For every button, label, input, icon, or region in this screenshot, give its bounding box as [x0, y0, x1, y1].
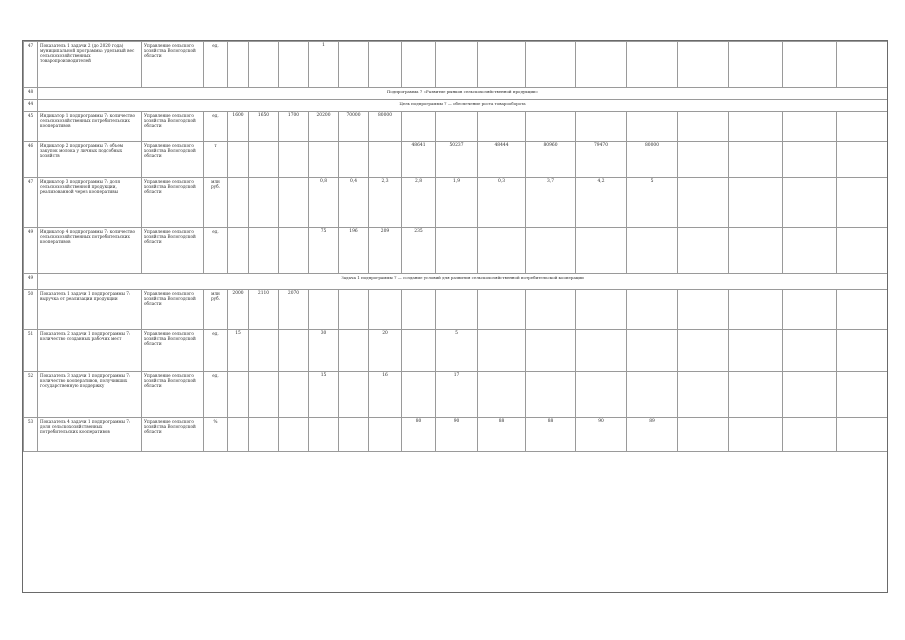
value-cell: 209: [369, 228, 402, 274]
table-row: [24, 290, 888, 330]
value-cell: 2070: [279, 290, 309, 330]
value-cell: [436, 290, 478, 330]
row-number: 46: [24, 142, 38, 178]
value-cell: [526, 330, 576, 372]
value-cell: [249, 228, 279, 274]
value-cell: [369, 42, 402, 88]
value-cell: 88: [478, 418, 526, 452]
value-cell: 70000: [339, 112, 369, 142]
row-number: 48: [24, 88, 38, 100]
value-cell: [309, 142, 339, 178]
value-cell: [576, 42, 627, 88]
row-number: 44: [24, 100, 38, 112]
value-cell: [729, 228, 783, 274]
indicator-name: Индикатор 4 подпрограммы 7: количество сельскохозяйственных потребительских кооперативов: [38, 228, 142, 274]
value-cell: [526, 112, 576, 142]
value-cell: [249, 42, 279, 88]
table-row: [24, 42, 888, 88]
value-cell: 80000: [369, 112, 402, 142]
value-cell: [576, 112, 627, 142]
value-cell: [837, 228, 888, 274]
value-cell: [729, 372, 783, 418]
value-cell: [249, 330, 279, 372]
value-cell: [729, 330, 783, 372]
value-cell: 90: [576, 418, 627, 452]
value-cell: [627, 290, 678, 330]
value-cell: [678, 330, 729, 372]
indicator-name: Показатель 1 задачи 1 подпрограммы 7: выручка от реализации продукции: [38, 290, 142, 330]
value-cell: [339, 42, 369, 88]
value-cell: [783, 372, 837, 418]
value-cell: [279, 142, 309, 178]
value-cell: [478, 330, 526, 372]
value-cell: 79470: [576, 142, 627, 178]
value-cell: [228, 42, 249, 88]
value-cell: [339, 142, 369, 178]
value-cell: [279, 178, 309, 228]
value-cell: 1700: [279, 112, 309, 142]
value-cell: 0,4: [339, 178, 369, 228]
table-row: [24, 178, 888, 228]
value-cell: [627, 228, 678, 274]
row-number: 49: [24, 274, 38, 290]
row-number: 50: [24, 290, 38, 330]
value-cell: [627, 330, 678, 372]
table-body: [24, 42, 888, 452]
table-row: [24, 228, 888, 274]
value-cell: 2110: [249, 290, 279, 330]
table-row: [24, 418, 888, 452]
value-cell: 1,9: [436, 178, 478, 228]
value-cell: [837, 142, 888, 178]
value-cell: [339, 418, 369, 452]
row-number: 49: [24, 228, 38, 274]
value-cell: [309, 290, 339, 330]
value-cell: [228, 142, 249, 178]
value-cell: 4,2: [576, 178, 627, 228]
value-cell: [837, 418, 888, 452]
unit: %: [204, 418, 228, 452]
value-cell: [402, 290, 436, 330]
value-cell: [837, 112, 888, 142]
value-cell: 5: [436, 330, 478, 372]
value-cell: 5: [627, 178, 678, 228]
value-cell: [228, 178, 249, 228]
row-number: 51: [24, 330, 38, 372]
value-cell: [402, 330, 436, 372]
value-cell: [436, 42, 478, 88]
value-cell: [279, 372, 309, 418]
section-heading: Цель подпрограммы 7 — обеспечение роста товарооборота: [38, 100, 888, 112]
value-cell: [369, 418, 402, 452]
value-cell: [678, 290, 729, 330]
executor: Управление сельского хозяйства Вологодской области: [142, 372, 204, 418]
row-number: 47: [24, 178, 38, 228]
value-cell: 90: [436, 418, 478, 452]
value-cell: 0,8: [309, 178, 339, 228]
value-cell: [729, 290, 783, 330]
value-cell: 196: [339, 228, 369, 274]
value-cell: [576, 228, 627, 274]
table-row: [24, 274, 888, 290]
value-cell: [837, 178, 888, 228]
value-cell: [279, 42, 309, 88]
value-cell: [729, 42, 783, 88]
value-cell: 88: [526, 418, 576, 452]
value-cell: [678, 178, 729, 228]
indicator-name: Показатель 2 задачи 1 подпрограммы 7: количество созданных рабочих мест: [38, 330, 142, 372]
value-cell: [339, 330, 369, 372]
value-cell: [783, 178, 837, 228]
row-number: 53: [24, 418, 38, 452]
row-number: 47: [24, 42, 38, 88]
value-cell: [478, 290, 526, 330]
unit: ед.: [204, 112, 228, 142]
unit: ед.: [204, 372, 228, 418]
executor: Управление сельского хозяйства Вологодской области: [142, 228, 204, 274]
indicator-name: Индикатор 3 подпрограммы 7: доля сельскохозяйственной продукции, реализованной через кооперативы: [38, 178, 142, 228]
value-cell: 235: [402, 228, 436, 274]
value-cell: 2000: [228, 290, 249, 330]
executor: Управление сельского хозяйства Вологодской области: [142, 290, 204, 330]
row-number: 52: [24, 372, 38, 418]
value-cell: [729, 178, 783, 228]
value-cell: [783, 142, 837, 178]
unit: ед.: [204, 228, 228, 274]
value-cell: 20200: [309, 112, 339, 142]
value-cell: [837, 290, 888, 330]
value-cell: 17: [436, 372, 478, 418]
unit: ед.: [204, 42, 228, 88]
value-cell: [478, 228, 526, 274]
value-cell: 89: [627, 418, 678, 452]
value-cell: [783, 112, 837, 142]
value-cell: [729, 142, 783, 178]
value-cell: [678, 42, 729, 88]
value-cell: [837, 330, 888, 372]
value-cell: [249, 178, 279, 228]
value-cell: 2,3: [369, 178, 402, 228]
value-cell: [436, 228, 478, 274]
indicator-name: Показатель 3 задачи 1 подпрограммы 7: количество кооперативов, получивших государственную поддержку: [38, 372, 142, 418]
section-heading: Задача 1 подпрограммы 7 — создание условий для развития сельскохозяйственной потребительской кооперации: [38, 274, 888, 290]
value-cell: [783, 228, 837, 274]
value-cell: [249, 372, 279, 418]
value-cell: 50237: [436, 142, 478, 178]
value-cell: [627, 112, 678, 142]
value-cell: 3,7: [526, 178, 576, 228]
value-cell: [526, 290, 576, 330]
table-row: [24, 372, 888, 418]
value-cell: [309, 418, 339, 452]
value-cell: [576, 330, 627, 372]
value-cell: [837, 372, 888, 418]
value-cell: [837, 42, 888, 88]
unit: млн руб.: [204, 178, 228, 228]
value-cell: 20: [369, 330, 402, 372]
value-cell: [526, 372, 576, 418]
row-number: 45: [24, 112, 38, 142]
indicator-name: Показатель 4 задачи 1 подпрограммы 7: доля сельскохозяйственных потребительских кооперативов: [38, 418, 142, 452]
value-cell: [279, 418, 309, 452]
value-cell: [402, 372, 436, 418]
value-cell: [249, 142, 279, 178]
value-cell: 80000: [627, 142, 678, 178]
value-cell: 1650: [249, 112, 279, 142]
indicator-name: Индикатор 1 подпрограммы 7: количество сельскохозяйственных потребительских кооперативов: [38, 112, 142, 142]
value-cell: [478, 112, 526, 142]
value-cell: [783, 290, 837, 330]
value-cell: [783, 42, 837, 88]
value-cell: [678, 112, 729, 142]
value-cell: [783, 330, 837, 372]
executor: Управление сельского хозяйства Вологодской области: [142, 330, 204, 372]
value-cell: [576, 290, 627, 330]
section-heading: Подпрограмма 7 «Развитие рынков сельскохозяйственной продукции»: [38, 88, 888, 100]
value-cell: 16: [369, 372, 402, 418]
value-cell: 15: [228, 330, 249, 372]
table-row: [24, 330, 888, 372]
value-cell: 2,8: [402, 178, 436, 228]
value-cell: 48444: [478, 142, 526, 178]
unit: т: [204, 142, 228, 178]
executor: Управление сельского хозяйства Вологодской области: [142, 418, 204, 452]
value-cell: 80960: [526, 142, 576, 178]
value-cell: 48641: [402, 142, 436, 178]
value-cell: [228, 228, 249, 274]
value-cell: 80: [402, 418, 436, 452]
value-cell: [402, 112, 436, 142]
value-cell: [526, 228, 576, 274]
executor: Управление сельского хозяйства Вологодской области: [142, 178, 204, 228]
value-cell: 1600: [228, 112, 249, 142]
value-cell: [339, 372, 369, 418]
value-cell: [729, 112, 783, 142]
unit: млн руб.: [204, 290, 228, 330]
document-page: [22, 40, 888, 593]
indicator-name: Индикатор 2 подпрограммы 7: объем закупок молока у личных подсобных хозяйств: [38, 142, 142, 178]
value-cell: [339, 290, 369, 330]
value-cell: [678, 142, 729, 178]
value-cell: [436, 112, 478, 142]
value-cell: [228, 372, 249, 418]
value-cell: [369, 142, 402, 178]
value-cell: [627, 372, 678, 418]
value-cell: 75: [309, 228, 339, 274]
unit: ед.: [204, 330, 228, 372]
executor: Управление сельского хозяйства Вологодской области: [142, 42, 204, 88]
indicator-name: Показатель 1 задачи 2 (до 2020 года) муниципальной программы: удельный вес сельскохозяйственных товаропроизводителей: [38, 42, 142, 88]
value-cell: 15: [309, 372, 339, 418]
executor: Управление сельского хозяйства Вологодской области: [142, 142, 204, 178]
value-cell: [478, 42, 526, 88]
table-row: [24, 100, 888, 112]
value-cell: 0,3: [478, 178, 526, 228]
value-cell: 1: [309, 42, 339, 88]
value-cell: [369, 290, 402, 330]
value-cell: [249, 418, 279, 452]
value-cell: [526, 42, 576, 88]
value-cell: 30: [309, 330, 339, 372]
value-cell: [402, 42, 436, 88]
indicators-table: [23, 41, 888, 452]
value-cell: [729, 418, 783, 452]
table-row: [24, 112, 888, 142]
value-cell: [279, 228, 309, 274]
table-row: [24, 142, 888, 178]
value-cell: [228, 418, 249, 452]
value-cell: [678, 418, 729, 452]
value-cell: [627, 42, 678, 88]
value-cell: [478, 372, 526, 418]
value-cell: [678, 372, 729, 418]
value-cell: [783, 418, 837, 452]
value-cell: [678, 228, 729, 274]
value-cell: [576, 372, 627, 418]
table-row: [24, 88, 888, 100]
executor: Управление сельского хозяйства Вологодской области: [142, 112, 204, 142]
value-cell: [279, 330, 309, 372]
